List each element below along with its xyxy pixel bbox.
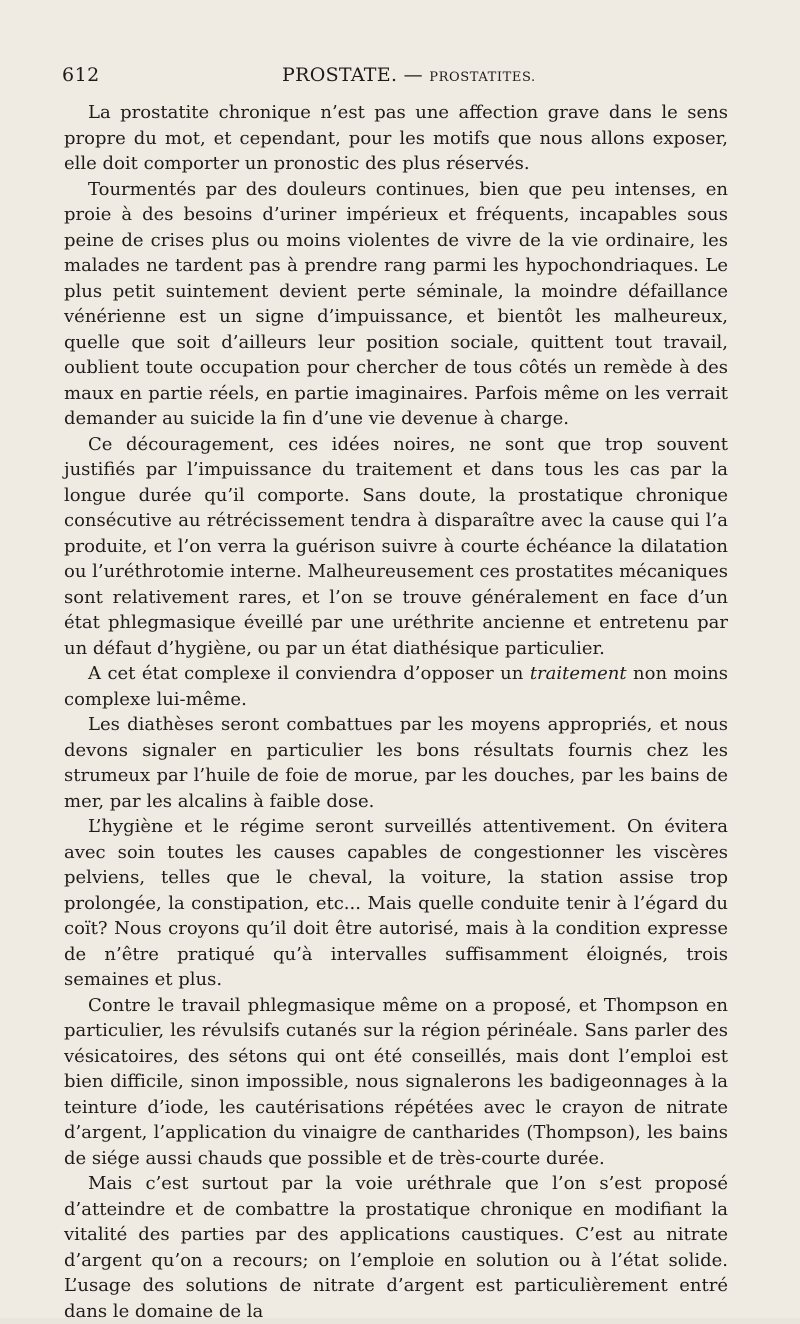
paragraph-4-after: non moins complexe lui-même. bbox=[64, 663, 728, 710]
paragraph-2: Tourmentés par des douleurs continues, bien que peu intenses, en proie à des besoins d’uriner impérieux et fréquents, incapables sous peine de crises plus ou moins violentes de vivre de la vie ordinaire, les malades ne tardent pas à prendre rang parmi les hypochondriaques. Le plus petit suintement devient perte séminale, la moindre défaillance vénérienne est un signe d’impuissance, et bientôt les malheureux, quelle que soit d’ailleurs leur position sociale, quittent tout travail, oublient toute occupation pour chercher de tous côtés un remède à des maux en partie réels, en partie imaginaires. Parfois même on les verrait demander au suicide la fin d’une vie devenue à charge. bbox=[64, 178, 728, 429]
paragraph-4 bbox=[64, 661, 728, 712]
paragraph-4-before: A cet état complexe il conviendra d’opposer un bbox=[88, 663, 530, 684]
paragraph-1: La prostatite chronique n’est pas une affection grave dans le sens propre du mot, et cependant, pour les motifs que nous allons exposer, elle doit comporter un pronostic des plus réservés. bbox=[64, 102, 728, 174]
paragraph-8: Mais c’est surtout par la voie uréthrale que l’on s’est proposé d’atteindre et de combattre la prostatique chronique en modifiant la vitalité des parties par des applications caustiques. C’est au nitrate d’argent qu’on a recours; on l’emploie en solution ou à l’état solide. L’usage des solutions de nitrate d’argent est particulièrement entré dans le domaine de la bbox=[64, 1173, 728, 1322]
body-text bbox=[64, 100, 728, 1324]
paragraph-6: L’hygiène et le régime seront surveillés attentivement. On évitera avec soin toutes les causes capables de congestionner les viscères pelviens, telles que le cheval, la voiture, la station assise trop prolongée, la constipation, etc... Mais quelle conduite tenir à l’égard du coït? Nous croyons qu’il doit être autorisé, mais à la condition expresse de n’être pratiqué qu’à intervalles suffisamment éloignés, trois semaines et plus. bbox=[64, 816, 728, 990]
running-head-separator: — bbox=[397, 64, 430, 86]
page-number: 612 bbox=[62, 64, 100, 86]
running-head-sub: PROSTATITES. bbox=[429, 70, 536, 85]
paragraph-3: Ce découragement, ces idées noires, ne sont que trop souvent justifiés par l’impuissance du traitement et dans tous les cas par la longue durée qu’il comporte. Sans doute, la prostatique chronique consécutive au rétrécissement tendra à disparaître avec la cause qui l’a produite, et l’on verra la guérison suivre à courte échéance la dilatation ou l’uréthrotomie interne. Malheureusement ces prostatites mécaniques sont relativement rares, et l’on se trouve généralement en face d’un état phlegmasique éveillé par une uréthrite ancienne et entretenu par un défaut d’hygiène, ou par un état diathésique particulier. bbox=[64, 433, 728, 659]
running-head-main: PROSTATE. bbox=[282, 64, 398, 86]
page-header bbox=[62, 64, 724, 94]
paragraph-7: Contre le travail phlegmasique même on a proposé, et Thompson en particulier, les révulsifs cutanés sur la région périnéale. Sans parler des vésicatoires, des sétons qui ont été conseillés, mais dont l’emploi est bien difficile, sinon impossible, nous signalerons les badigeonnages à la teinture d’iode, les cautérisations répétées avec le crayon de nitrate d’argent, l’application du vinaigre de cantharides (Thompson), les bains de siége aussi chauds que possible et de très-courte durée. bbox=[64, 994, 728, 1169]
paragraph-4-emphasis: traitement bbox=[529, 663, 627, 684]
running-head bbox=[282, 64, 536, 86]
paragraph-5: Les diathèses seront combattues par les moyens appropriés, et nous devons signaler en particulier les bons résultats fournis chez les strumeux par l’huile de foie de morue, par les douches, par les bains de mer, par les alcalins à faible dose. bbox=[64, 714, 728, 812]
